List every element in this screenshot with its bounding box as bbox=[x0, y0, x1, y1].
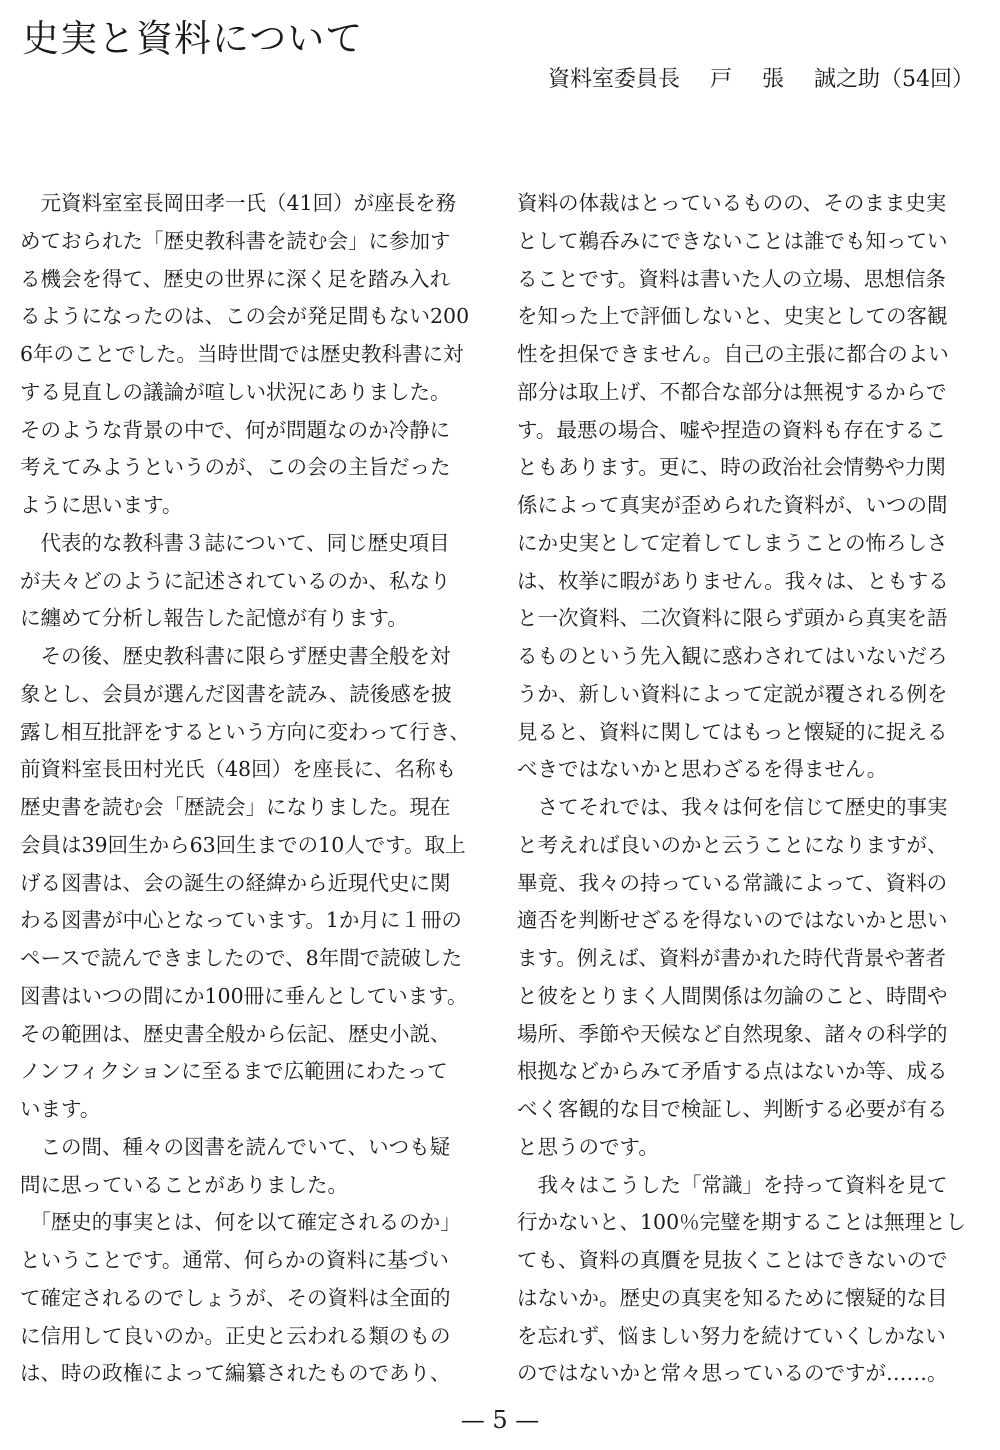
text-line: ように思います。 bbox=[20, 493, 183, 517]
text-line: は、枚挙に暇がありません。我々は、ともする bbox=[517, 568, 949, 593]
text-line: ペースで読んできましたので、8年間で読破した bbox=[20, 946, 463, 970]
author-byline bbox=[548, 62, 974, 93]
text-line: 我々はこうした「常識」を持って資料を見て bbox=[517, 1172, 948, 1197]
text-line: 図書はいつの間にか100冊に垂んとしています。 bbox=[20, 983, 468, 1008]
text-line: る機会を得て、歴史の世界に深く足を踏み入れ bbox=[20, 266, 451, 291]
text-line: て確定されるのでしょうが、その資料は全面的 bbox=[20, 1285, 451, 1310]
text-line: ノンフィクションに至るまで広範囲にわたって bbox=[20, 1059, 448, 1084]
text-line: が夫々どのように記述されているのか、私なり bbox=[20, 568, 451, 593]
page-number: — 5 — bbox=[460, 1406, 540, 1434]
text-line: この間、種々の図書を読んでいて、いつも疑 bbox=[20, 1134, 451, 1159]
text-line: 6年のことでした。当時世間では歴史教科書に対 bbox=[20, 342, 464, 366]
text-line: を忘れず、悩ましい努力を続けていくしかない bbox=[517, 1323, 946, 1348]
author-role: 資料室委員長 bbox=[547, 67, 680, 92]
text-line: を知った上で評価しないと、史実としての客観 bbox=[517, 304, 948, 329]
text-line: るものという先入観に惑わされてはいないだろ bbox=[517, 644, 948, 668]
text-line: は、時の政権によって編纂されたものであり、 bbox=[20, 1361, 451, 1386]
article-title: 史実と資料について bbox=[22, 17, 364, 60]
text-line: 元資料室室長岡田孝一氏（41回）が座長を務 bbox=[20, 191, 457, 215]
text-line: めておられた「歴史教科書を読む会」に参加す bbox=[20, 228, 451, 253]
text-line: べく客観的な目で検証し、判断する必要が有る bbox=[517, 1097, 948, 1121]
text-line: るようになったのは、この会が発足間もない200 bbox=[20, 304, 470, 329]
text-line: する見直しの議論が喧しい状況にありました。 bbox=[20, 379, 451, 404]
author-given-name-2: 誠之助（54回） bbox=[814, 67, 974, 92]
text-line: さてそれでは、我々は何を信じて歴史的事実 bbox=[517, 795, 948, 819]
text-line: 適否を判断せざるを得ないのではないかと思い bbox=[517, 908, 948, 933]
text-line: に纏めて分析し報告した記憶が有ります。 bbox=[20, 606, 408, 631]
text-line: ということです。通常、何らかの資料に基づい bbox=[20, 1248, 449, 1272]
text-line: ることです。資料は書いた人の立場、思想信条 bbox=[517, 266, 946, 291]
text-line: その範囲は、歴史書全般から伝記、歴史小説、 bbox=[20, 1021, 451, 1046]
text-line: べきではないかと思わざるを得ません。 bbox=[517, 757, 888, 782]
text-line: として鵜呑みにできないことは誰でも知ってい bbox=[517, 228, 948, 253]
text-line: す。最悪の場合、嘘や捏造の資料も存在するこ bbox=[517, 417, 946, 442]
text-line: 問に思っていることがありました。 bbox=[20, 1172, 348, 1197]
text-line: ともあります。更に、時の政治社会情勢や力関 bbox=[517, 455, 946, 480]
text-line: と彼をとりまく人間関係は勿論のこと、時間や bbox=[517, 983, 948, 1008]
text-line: 考えてみようというのが、この会の主旨だった bbox=[20, 455, 451, 480]
text-line: 象とし、会員が選んだ図書を読み、読後感を披 bbox=[20, 681, 452, 706]
text-line: げる図書は、会の誕生の経緯から近現代史に関 bbox=[20, 870, 451, 895]
text-line: 根拠などからみて矛盾する点はないか等、成る bbox=[517, 1059, 948, 1084]
text-line: と考えれば良いのかと云うことになりますが、 bbox=[517, 832, 948, 857]
text-line: ます。例えば、資料が書かれた時代背景や著者 bbox=[517, 946, 946, 970]
text-line: と思うのです。 bbox=[517, 1134, 659, 1159]
text-line: のではないかと常々思っているのですが……。 bbox=[517, 1361, 948, 1386]
right-column bbox=[517, 185, 972, 1393]
text-line: 係によって真実が歪められた資料が、いつの間 bbox=[517, 493, 948, 517]
text-line: 代表的な教科書３誌について、同じ歴史項目 bbox=[20, 530, 450, 555]
author-family-name: 戸 bbox=[709, 67, 732, 92]
text-line: 「歴史的事実とは、何を以て確定されるのか」 bbox=[20, 1210, 461, 1235]
text-line: 性を担保できません。自己の主張に都合のよい bbox=[517, 342, 949, 366]
author-given-name-1: 張 bbox=[761, 67, 784, 92]
text-line: その後、歴史教科書に限らず歴史書全般を対 bbox=[20, 644, 451, 668]
text-line: に信用して良いのか。正史と云われる類のもの bbox=[20, 1323, 451, 1348]
text-line: と一次資料、二次資料に限らず頭から真実を語 bbox=[517, 606, 948, 631]
text-line: 部分は取上げ、不都合な部分は無視するからで bbox=[517, 379, 947, 404]
text-line: 前資料室長田村光氏（48回）を座長に、名称も bbox=[20, 757, 457, 782]
text-line: うか、新しい資料によって定説が覆される例を bbox=[517, 681, 948, 706]
text-line: はないか。歴史の真実を知るために懐疑的な目 bbox=[517, 1285, 948, 1310]
text-line: 資料の体裁はとっているものの、そのまま史実 bbox=[517, 191, 947, 215]
left-column bbox=[20, 185, 475, 1393]
text-line: 歴史書を読む会「歴読会」になりました。現在 bbox=[20, 795, 451, 819]
text-line: 露し相互批評をするという方向に変わって行き、 bbox=[20, 719, 470, 744]
text-line: 見ると、資料に関してはもっと懐疑的に捉える bbox=[517, 719, 948, 744]
text-line: 畢竟、我々の持っている常識によって、資料の bbox=[517, 870, 948, 895]
text-line: そのような背景の中で、何が問題なのか冷静に bbox=[20, 417, 451, 442]
text-line: 会員は39回生から63回生までの10人です。取上 bbox=[20, 832, 466, 857]
text-line: 行かないと、100％完璧を期することは無理とし bbox=[517, 1210, 967, 1235]
text-line: ても、資料の真贋を見抜くことはできないので bbox=[517, 1248, 948, 1272]
text-line: わる図書が中心となっています。1か月に１冊の bbox=[20, 908, 462, 933]
text-line: 場所、季節や天候など自然現象、諸々の科学的 bbox=[517, 1021, 948, 1046]
text-line: います。 bbox=[20, 1097, 101, 1121]
text-line: にか史実として定着してしまうことの怖ろしさ bbox=[517, 530, 948, 555]
